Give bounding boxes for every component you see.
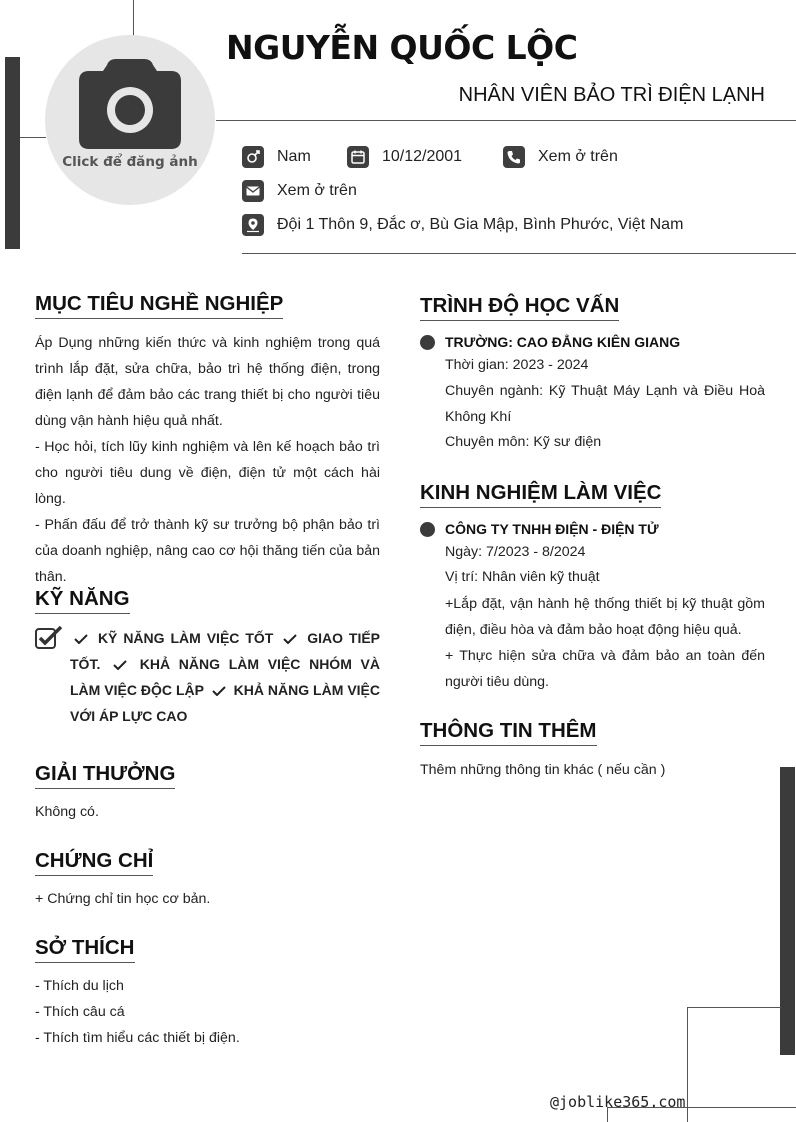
experience-duty-2: + Thực hiện sửa chữa và đảm bảo an toàn đến người tiêu dùng.	[445, 648, 765, 690]
location-icon	[242, 214, 264, 236]
gender-row	[242, 146, 311, 168]
header-divider	[216, 120, 796, 121]
experience-heading: KINH NGHIỆM LÀM VIỆC	[420, 481, 661, 508]
education-time: Thời gian: 2023 - 2024	[445, 357, 589, 373]
profile-photo-placeholder[interactable]	[45, 35, 215, 205]
skills-heading: KỸ NĂNG	[35, 587, 130, 614]
education-major: Chuyên ngành: Kỹ Thuật Máy Lạnh và Điều Hoà Không Khí	[445, 383, 765, 425]
skill-item: GIAO TIẾP TỐT.	[70, 630, 381, 672]
experience-position: Vị trí: Nhân viên kỹ thuật	[445, 569, 600, 585]
email-icon	[242, 180, 264, 202]
photo-upload-label: Click để đăng ảnh	[62, 154, 198, 170]
gender-value: Nam	[277, 148, 311, 165]
skill-item: KHẢ NĂNG LÀM VIỆC VỚI ÁP LỰC CAO	[70, 682, 380, 724]
objective-line-2: - Học hỏi, tích lũy kinh nghiệm và lên kế hoạch bảo trì cho người tiêu dung về điện, điện tử một cách hài lòng.	[35, 439, 380, 507]
experience-bullet	[420, 522, 435, 537]
experience-duty-1: +Lắp đặt, vận hành hệ thống thiết bị kỹ thuật gồm điện, điều hòa và đảm bảo hoạt động hiệu quả.	[445, 596, 765, 638]
education-bullet	[420, 335, 435, 350]
skill-item: KỸ NĂNG LÀM VIỆC TỐT	[97, 630, 274, 646]
email-row	[242, 180, 357, 202]
dob-value: 10/12/2001	[382, 148, 463, 165]
education-specialty: Chuyên môn: Kỹ sư điện	[445, 434, 602, 450]
objective-text	[35, 330, 380, 590]
gender-icon	[242, 146, 264, 168]
extra-info-text: Thêm những thông tin khác ( nếu cần )	[420, 762, 666, 778]
check-icon	[74, 634, 88, 644]
skills-list	[70, 625, 380, 729]
corner-box-left	[687, 1007, 688, 1122]
job-title: NHÂN VIÊN BẢO TRÌ ĐIỆN LẠNH	[458, 84, 765, 106]
school-name: TRƯỜNG: CAO ĐẲNG KIÊN GIANG	[445, 334, 681, 350]
checkbox-icon	[35, 626, 63, 650]
address-row	[242, 214, 683, 236]
dob-row	[347, 146, 462, 168]
company-name: CÔNG TY TNHH ĐIỆN - ĐIỆN TỬ	[445, 521, 659, 537]
awards-text: Không có.	[35, 804, 99, 820]
check-icon	[212, 686, 226, 696]
check-icon	[283, 634, 297, 644]
corner-box-top	[687, 1007, 781, 1008]
certificates-text: + Chứng chỉ tin học cơ bản.	[35, 891, 211, 907]
experience-date: Ngày: 7/2023 - 8/2024	[445, 544, 586, 560]
left-horizontal-line	[20, 137, 46, 138]
left-accent-bar	[5, 57, 20, 249]
check-icon	[113, 660, 127, 670]
phone-value: Xem ở trên	[538, 148, 618, 165]
address-value: Đội 1 Thôn 9, Đắc ơ, Bù Gia Mập, Bình Phước, Việt Nam	[277, 216, 684, 233]
skill-item: KHẢ NĂNG LÀM VIỆC NHÓM VÀ LÀM VIỆC ĐỘC LẬP	[70, 656, 380, 698]
candidate-name: NGUYỄN QUỐC LỘC	[226, 28, 578, 67]
calendar-icon	[347, 146, 369, 168]
objective-line-1: Áp Dụng những kiến thức và kinh nghiệm trong quá trình lắp đặt, sửa chữa, bảo trì hệ thống điện, trong điện lạnh để đảm bảo các trang thiết bị cho người tiêu dùng vận hành hiệu quả nhất.	[35, 335, 380, 429]
education-heading: TRÌNH ĐỘ HỌC VẤN	[420, 294, 619, 321]
hobby-item: - Thích du lịch	[35, 978, 124, 994]
hobby-item: - Thích tìm hiểu các thiết bị điện.	[35, 1030, 240, 1046]
email-value: Xem ở trên	[277, 182, 357, 199]
objective-heading: MỤC TIÊU NGHỀ NGHIỆP	[35, 292, 283, 319]
objective-line-3: - Phấn đấu để trở thành kỹ sư trưởng bộ phận bảo trì của doanh nghiệp, nâng cao cơ hội thăng tiến của bản thân.	[35, 517, 380, 585]
hobbies-heading: SỞ THÍCH	[35, 936, 135, 963]
awards-heading: GIẢI THƯỞNG	[35, 762, 175, 789]
phone-icon	[503, 146, 525, 168]
camera-icon	[79, 59, 181, 149]
hobby-item: - Thích câu cá	[35, 1004, 125, 1020]
extra-info-heading: THÔNG TIN THÊM	[420, 719, 597, 746]
right-accent-bar	[780, 767, 795, 1055]
phone-row	[503, 146, 618, 168]
watermark: @joblike365.com	[550, 1093, 686, 1111]
contact-divider	[242, 253, 796, 254]
certificates-heading: CHỨNG CHỈ	[35, 849, 153, 876]
top-vertical-line	[133, 0, 134, 36]
